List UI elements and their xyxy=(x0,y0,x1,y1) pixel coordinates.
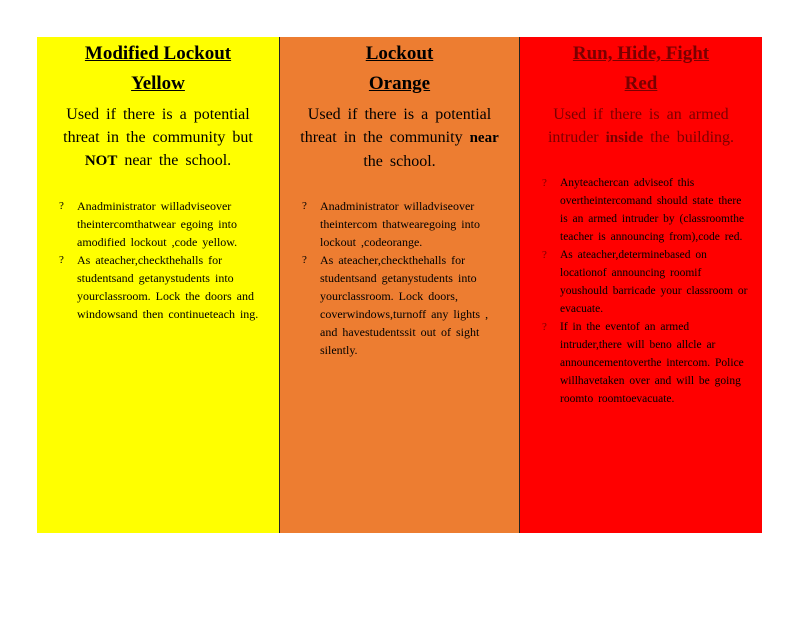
column-title: Modified Lockout xyxy=(84,43,232,64)
list-item: ? Anyteachercan adviseof this overtheintercomand should state there is an armed intruder by (classroomthe teacher is announcing from),code red. xyxy=(542,174,752,246)
column-run-hide-fight xyxy=(520,37,762,533)
column-modified-lockout xyxy=(37,37,279,533)
bullet-glyph: ? xyxy=(59,254,64,266)
bullet-glyph: ? xyxy=(542,177,547,189)
column-description: Used if there is a potential threat in the community near the school. xyxy=(300,106,499,170)
column-color-code: Yellow xyxy=(131,73,185,94)
bullet-glyph: ? xyxy=(59,200,64,212)
bullet-glyph: ? xyxy=(542,249,547,261)
column-description: Used if there is a potential threat in the community but NOT near the school. xyxy=(63,106,253,169)
emphasis-text: inside xyxy=(605,130,644,146)
emphasis-text: near xyxy=(469,130,499,146)
bullet-list xyxy=(280,197,519,359)
column-title: Lockout xyxy=(365,43,434,64)
column-color-code: Orange xyxy=(368,73,431,94)
emphasis-text: NOT xyxy=(84,153,118,169)
bullet-glyph: ? xyxy=(302,254,307,266)
column-color-code: Red xyxy=(624,73,658,94)
column-description: Used if there is an armed intruder inside the building. xyxy=(547,106,735,146)
list-item: ? If in the eventof an armed intruder,there will beno allcle ar announcementoverthe intercom. Police willhavetaken over and will be going roomto roomtoevacuate. xyxy=(542,318,752,408)
bullet-list xyxy=(37,197,279,323)
column-title: Run, Hide, Fight xyxy=(572,43,710,64)
protocol-table xyxy=(37,37,762,533)
list-item: ? As ateacher,determinebased on locationof announcing roomif youshould barricade your classroom or evacuate. xyxy=(542,246,752,318)
column-lockout xyxy=(279,37,520,533)
bullet-glyph: ? xyxy=(302,200,307,212)
list-item: ? Anadministrator willadviseover theintercomthatwear egoing into amodified lockout ,code yellow. xyxy=(59,199,238,249)
list-item: ? As ateacher,checkthehalls for studentsand getanystudents into yourclassroom. Lock the doors and windowsand then continueteach ing. xyxy=(59,253,259,321)
list-item: ? Anadministrator willadviseover theintercom thatwearegoing into lockout ,codeorange. xyxy=(302,199,480,249)
bullet-glyph: ? xyxy=(542,321,547,333)
bullet-list xyxy=(520,174,762,408)
list-item: ? As ateacher,checkthehalls for studentsand getanystudents into yourclassroom. Lock doors, coverwindows,turnoff any lights , and havestudentssit out of sight silently. xyxy=(302,253,489,357)
